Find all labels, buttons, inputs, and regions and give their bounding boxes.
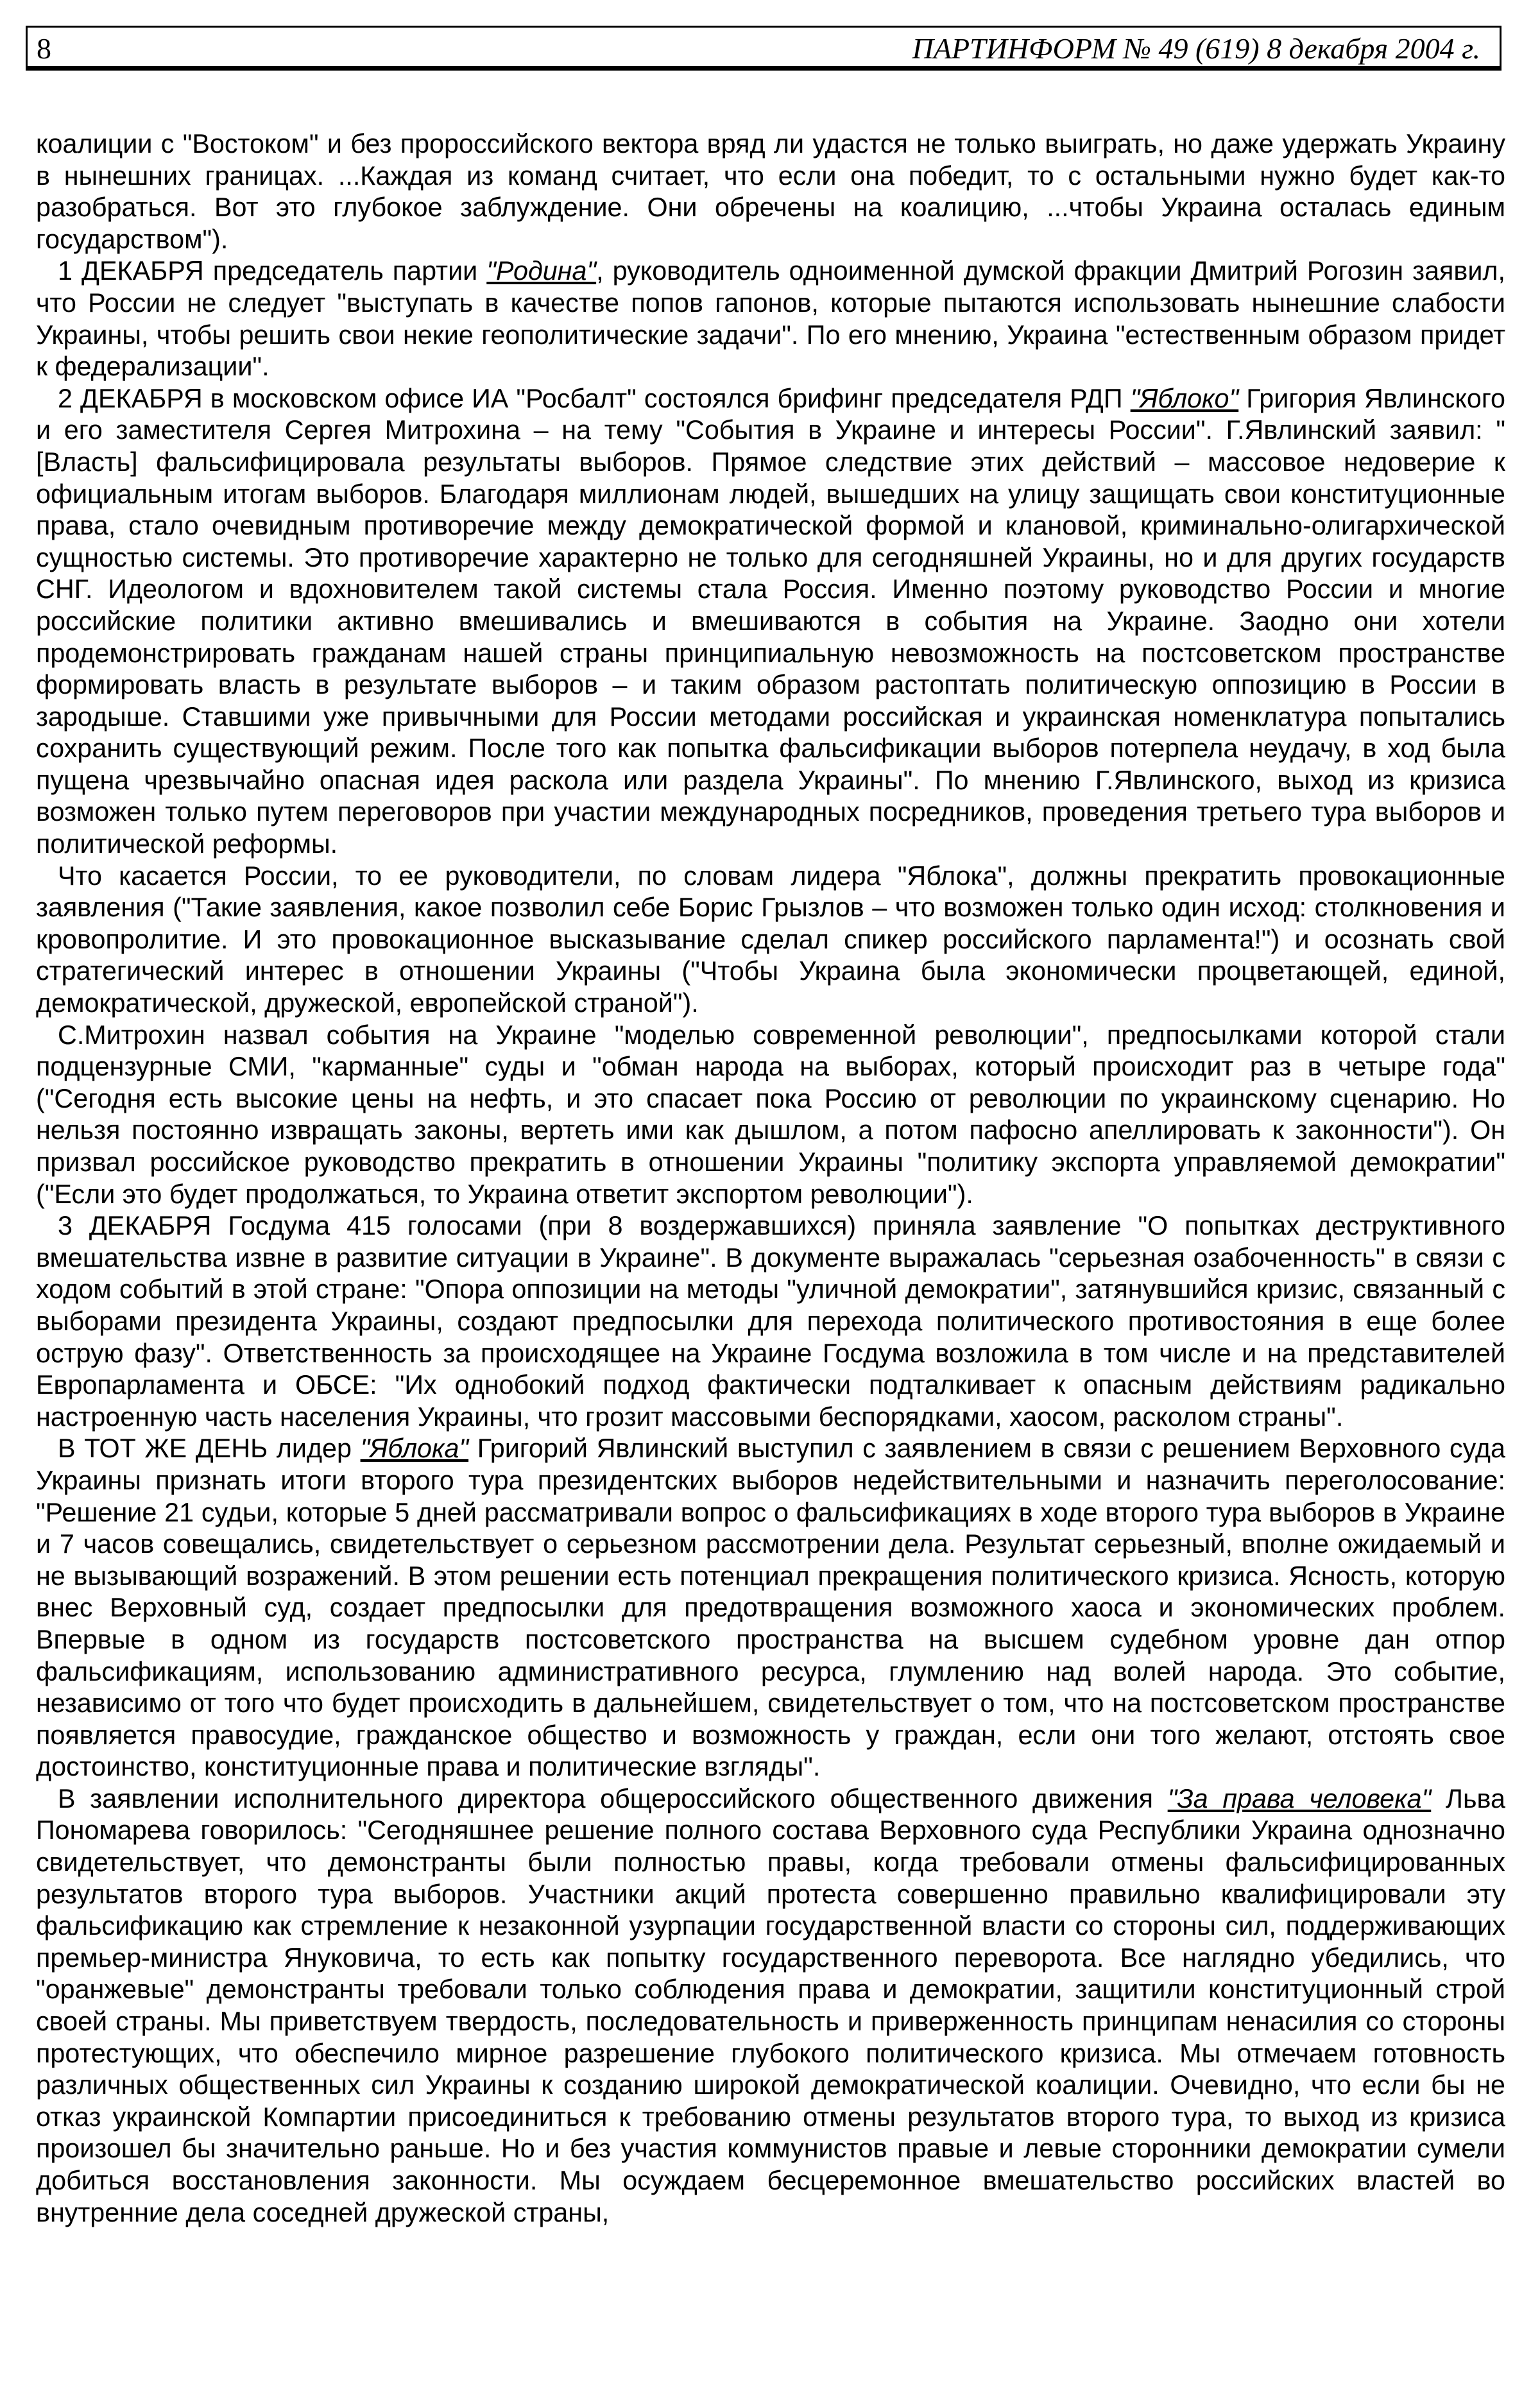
issue-line: ПАРТИНФОРМ № 49 (619) 8 декабря 2004 г. [912,32,1480,65]
paragraph-ponomarev [36,1783,1505,2229]
paragraph-lead: В ТОТ ЖЕ ДЕНЬ лидер [58,1434,361,1464]
org-human-rights: "За права человека" [1167,1783,1432,1813]
paragraph-dec3-duma: 3 ДЕКАБРЯ Госдума 415 голосами (при 8 воздержавшихся) приняла заявление "О попытках деструктивного вмешательства извне в развитие ситуации в Украине". В документе выражалась "серьезная озабоченность" в связи с ходом событий в этой стране: "Опора оппозиции на методы "уличной демократии", затянувшийся кризис, связанный с выборами президента Украины, создают предпосылки для перехода политического противостояния в еще более острую фазу". Ответственность за происходящее на Украине Госдума возложила в том числе и на представителей Европарламента и ОБСЕ: "Их однобокий подход фактически подталкивает к опасным действиям радикально настроенную часть населения Украины, что грозит массовыми беспорядками, хаосом, расколом страны". [36,1211,1505,1432]
paragraph-rest: Льва Пономарева говорилось: "Сегодняшнее решение полного состава Верховного суда Республики Украина однозначно свидетельствует, что демонстранты были полностью правы, когда требовали отмены фальсифицированных результатов второго тура выборов. Участники акций протеста совершенно правильно квалифицировали эту фальсификацию как стремление к незаконной узурпации государственной власти со стороны сил, поддерживающих премьер-министра Януковича, то есть как попытку государственного переворота. Все наглядно убедились, что "оранжевые" демонстранты требовали только соблюдения права и демократии, защитили конституционный строй своей страны. Мы приветствуем твердость, последовательность и приверженность принципам ненасилия со стороны протестующих, что обеспечило мирное разрешение глубокого политического кризиса. Мы отмечаем готовность различных общественных сил Украины к созданию широкой демократической коалиции. Очевидно, что если бы не отказ украинской Компартии присоединиться к требованию отмены результатов второго тура, то выход из кризиса произошел бы значительно раньше. Но и без участия коммунистов правые и левые сторонники демократии сумели добиться восстановления законности. Мы осуждаем бесцеремонное вмешательство российских властей во внутренние дела соседней дружеской страны, [36,1783,1505,2227]
article-body [36,128,1505,2229]
paragraph-rest: Григория Явлинского и его заместителя Сергея Митрохина – на тему "События в Украине и интересы России". Г.Явлинский заявил: "[Власть] фальсифицировала результаты выборов. Прямое следствие этих действий – массовое недоверие к официальным итогам выборов. Благодаря миллионам людей, вышедших на улицу защищать свои конституционные права, стало очевидным противоречие между демократической формой и клановой, криминально-олигархической сущностью системы. Это противоречие характерно не только для сегодняшней Украины, но и для других государств СНГ. Идеологом и вдохновителем такой системы стала Россия. Именно поэтому руководство России и многие российские политики активно вмешивались и вмешиваются в события на Украине. Заодно они хотели продемонстрировать гражданам нашей страны принципиальную невозможность на постсоветском пространстве формировать власть в результате выборов – и таким образом растоптать политическую оппозицию в России в зародыше. Ставшими уже привычными для России методами российская и украинская номенклатура попытались сохранить существующий режим. После того как попытка фальсификации выборов потерпела неудачу, в ход была пущена чрезвычайно опасная идея раскола или раздела Украины". По мнению Г.Явлинского, выход из кризиса возможен только путем переговоров при участии международных посредников, проведения третьего тура выборов и политической реформы. [36,383,1505,859]
paragraph-coalition: коалиции с "Востоком" и без пророссийского вектора вряд ли удастся не только выиграть, но даже удержать Украину в нынешних границах. ...Каждая из команд считает, что если она победит, то с остальными нужно будет как-то разобраться. Вот это глубокое заблуждение. Они обречены на коалицию, ...чтобы Украина осталась единым государством"). [36,129,1505,254]
page-header [26,26,1502,71]
paragraph-rest: Григорий Явлинский выступил с заявлением в связи с решением Верховного суда Украины признать итоги второго тура президентских выборов недействительными и назначить переголосование: "Решение 21 судьи, которые 5 дней рассматривали вопрос о фальсификациях в ходе второго тура выборов в Украине и 7 часов совещались, свидетельствует о серьезном рассмотрении дела. Результат серьезный, вполне ожидаемый и не вызывающий возражений. В этом решении есть потенциал прекращения политического кризиса. Ясность, которую внес Верховный суд, создает предпосылки для предотвращения возможного хаоса и экономических проблем. Впервые в одном из государств постсоветского пространства на высшем судебном уровне дан отпор фальсификациям, использованию административного ресурса, глумлению над волей народа. Это событие, независимо от того что будет происходить в дальнейшем, свидетельствует о том, что на постсоветском пространстве появляется правосудие, гражданское общество и возможность у граждан, если они того желают, отстоять свое достоинство, конституционные права и политические взгляды". [36,1434,1505,1782]
paragraph-lead: 1 ДЕКАБРЯ председатель партии [58,256,487,286]
paragraph-same-day-yavlinsky [36,1433,1505,1783]
paragraph-dec2-yavlinsky [36,383,1505,861]
paragraph-dec1-rogozin [36,255,1505,382]
org-yabloko: "Яблока" [360,1434,469,1464]
paragraph-mitrokhin: С.Митрохин назвал события на Украине "моделью современной революции", предпосылками которой стали подцензурные СМИ, "карманные" суды и "обман народа на выборах, который происходит раз в четыре года" ("Сегодня есть высокие цены на нефть, и это спасает пока Россию от революции по украинскому сценарию. Но нельзя постоянно извращать законы, вертеть ими как дышлом, а потом пафосно апеллировать к законности"). Он призвал российское руководство прекратить в отношении Украины "политику экспорта управляемой демократии" ("Если это будет продолжаться, то Украина ответит экспортом революции"). [36,1020,1505,1209]
paragraph-lead: 2 ДЕКАБРЯ в московском офисе ИА "Росбалт" состоялся брифинг председателя РДП [58,383,1131,413]
org-rodina: "Родина" [486,256,597,286]
paragraph-lead: В заявлении исполнительного директора общероссийского общественного движения [58,1783,1168,1813]
paragraph-russia-leaders: Что касается России, то ее руководители, по словам лидера "Яблока", должны прекратить провокационные заявления ("Такие заявления, какое позволил себе Борис Грызлов – что возможен только один исход: столкновения и кровопролитие. И это провокационное высказывание сделал спикер российского парламента!") и осознать свой стратегический интерес в отношении Украины ("Чтобы Украина была экономически процветающей, единой, демократической, дружеской, европейской страной"). [36,861,1505,1018]
page-number: 8 [37,32,51,65]
paragraph-rest: , руководитель одноименной думской фракции Дмитрий Рогозин заявил, что России не следует "выступать в качестве попов гапонов, которые пытаются использовать нынешние слабости Украины, чтобы решить свои некие геополитические задачи". По его мнению, Украина "естественным образом придет к федерализации". [36,256,1505,382]
org-yabloko: "Яблоко" [1130,383,1239,413]
